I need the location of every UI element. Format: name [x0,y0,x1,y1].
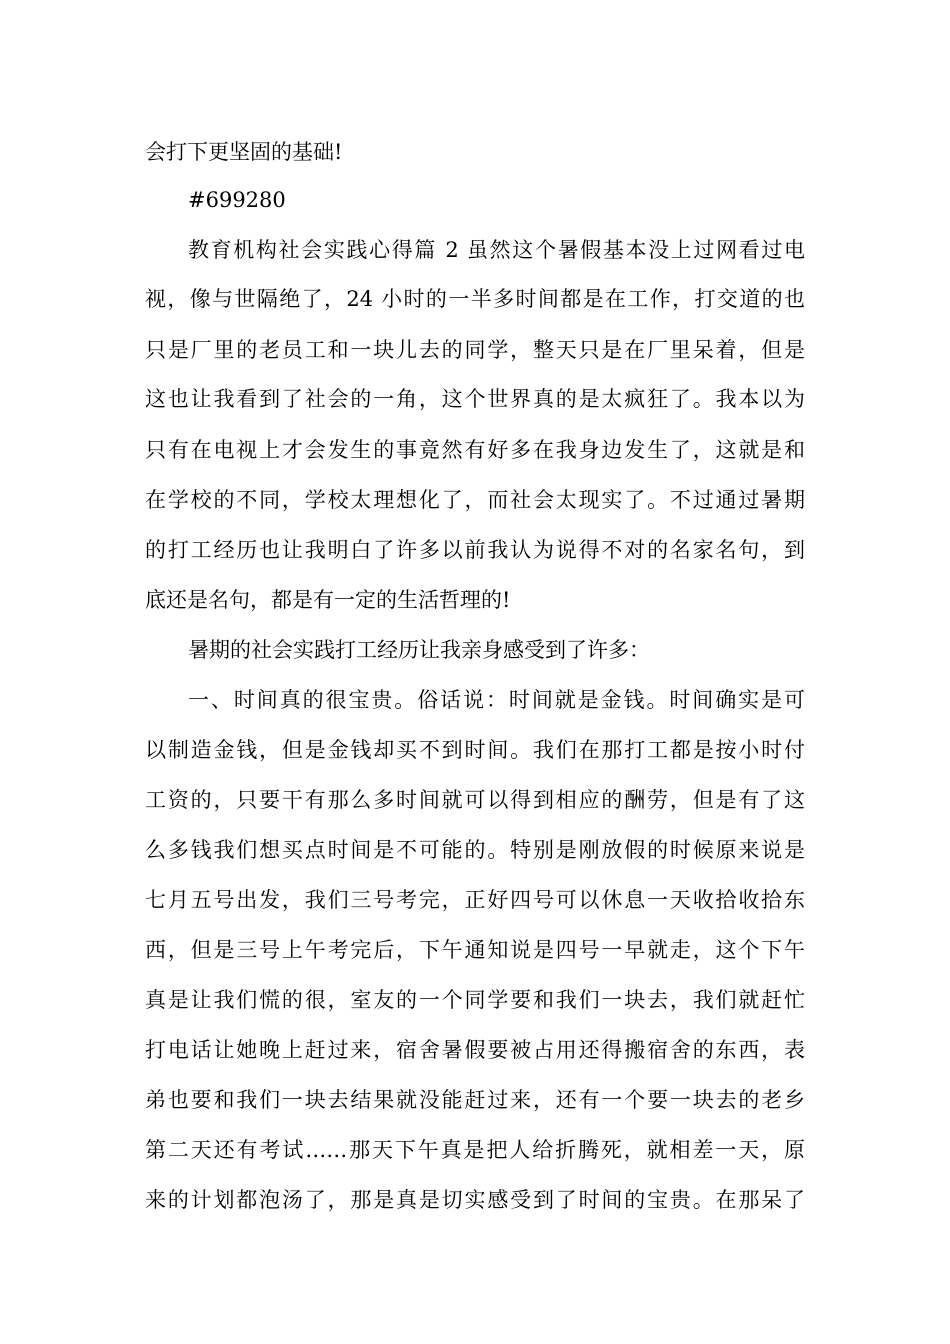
text-line: 会打下更坚固的基础! [145,140,343,164]
text-line: 第二天还有考试……那天下午真是把人给折腾死，就相差一天，原 [145,1138,805,1162]
text-line: 只是厂里的老员工和一块儿去的同学，整天只是在厂里呆着，但是 [145,338,805,362]
text-line: 这也让我看到了社会的一角，这个世界真的是太疯狂了。我本以为 [145,387,805,411]
text-line: 七月五号出发，我们三号考完，正好四号可以休息一天收拾收拾东 [145,888,805,912]
text-line: 底还是名句，都是有一定的生活哲理的! [145,588,511,612]
text-line: 打电话让她晚上赶过来，宿舍暑假要被占用还得搬宿舍的东西，表 [145,1038,805,1062]
text-line: 一、时间真的很宝贵。俗话说：时间就是金钱。时间确实是可 [188,688,805,712]
text-line: 西，但是三号上午考完后，下午通知说是四号一早就走，这个下午 [145,938,805,962]
text-line: 视，像与世隔绝了，24 小时的一半多时间都是在工作，打交道的也 [145,287,805,311]
text-line: 来的计划都泡汤了，那是真是切实感受到了时间的宝贵。在那呆了 [145,1188,805,1212]
text-line: 的打工经历也让我明白了许多以前我认为说得不对的名家名句，到 [145,538,805,562]
text-line: 真是让我们慌的很，室友的一个同学要和我们一块去，我们就赶忙 [145,988,805,1012]
text-line: 么多钱我们想买点时间是不可能的。特别是刚放假的时候原来说是 [145,838,805,862]
text-line: 弟也要和我们一块去结果就没能赶过来，还有一个要一块去的老乡 [145,1088,805,1112]
text-line: 教育机构社会实践心得篇 2 虽然这个暑假基本没上过网看过电 [188,238,805,262]
text-line: 以制造金钱，但是金钱却买不到时间。我们在那打工都是按小时付 [145,738,805,762]
text-line: 工资的，只要干有那么多时间就可以得到相应的酬劳，但是有了这 [145,788,805,812]
text-line: 只有在电视上才会发生的事竟然有好多在我身边发生了，这就是和 [145,438,805,462]
document-id: #699280 [188,188,286,212]
text-line: 在学校的不同，学校太理想化了，而社会太现实了。不过通过暑期 [145,488,805,512]
text-line: 暑期的社会实践打工经历让我亲身感受到了许多： [188,638,650,662]
